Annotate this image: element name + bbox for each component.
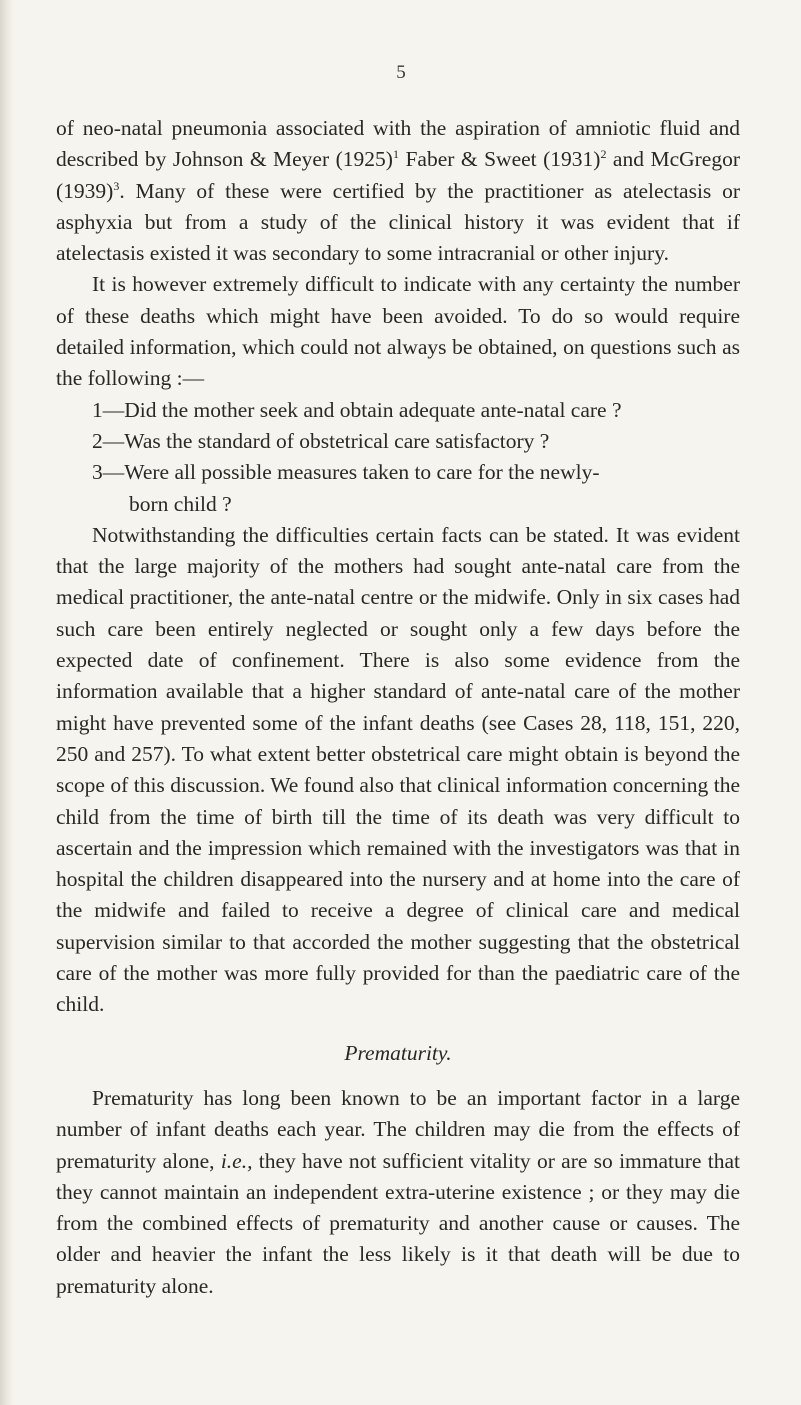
section-heading: Prematurity. [344,1040,452,1065]
citation-superscript: 2 [600,147,607,162]
paragraph-text: they have not sufficient vitality or are so immature that they cannot maintain an independent extra-uterine existence ; or they may die from the combined effects of prematurity and another cause or causes. The older and heavier the infant the less likely is it that death will be due to prematurity alone. [56,1148,740,1298]
paragraph: Notwithstanding the difficulties certain facts can be stated. It was evident that the large majority of the mothers had sought ante-natal care from the medical practitioner, the ante-natal centre or the midwife. Only in six cases had such care been entirely neglected or sought only a few days before the expected date of confinement. There is also some evidence from the information available that a higher standard of ante-natal care of the mother might have prevented some of the infant deaths (see Cases 28, 118, 151, 220, 250 and 257). To what extent better obstetrical care might obtain is beyond the scope of this discussion. We found also that clinical information concerning the child from the time of birth till the time of its death was very difficult to ascertain and the impression which remained with the investigators was that in hospital the children disappeared into the nursery and at home into the care of the midwife and failed to receive a degree of clinical care and medical supervision similar to that accorded the mother suggesting that the obstetrical care of the mother was more fully provided for than the paediatric care of the child. [56,522,740,1017]
page-body [56,113,740,1302]
abbreviation-ie: i.e., [220,1148,253,1173]
question-text: 3—Were all possible measures taken to care for the newly- [92,460,600,485]
citation-superscript: 3 [113,178,120,193]
paragraph-text: of neo-natal pneumonia associated with the aspiration of amniotic fluid and described by Johnson & Meyer (1925) [56,116,740,172]
paragraph-text: and McGregor (1939) [56,147,740,203]
paragraph: It is however extremely difficult to indicate with any certainty the number of these deaths which might have been avoided. To do so would require detailed information, which could not always be obtained, on questions such as the following :— [56,272,740,391]
page-number: 5 [396,62,406,83]
paragraph-text: Prematurity has long been known to be an important factor in a large number of infant deaths each year. The children may die from the effects of prematurity alone, [56,1085,740,1173]
paragraph-text: . Many of these were certified by the practitioner as atelectasis or asphyxia but from a study of the clinical history it was evident that if atelectasis existed it was secondary to some intracranial or other injury. [56,178,740,266]
page-edge-shadow [0,0,14,1405]
paragraph-continuation [56,113,740,269]
question-item: 1—Did the mother seek and obtain adequate ante-natal care ? [92,397,622,422]
question-item: 2—Was the standard of obstetrical care satisfactory ? [92,428,550,453]
paragraph-text: Faber & Sweet (1931) [398,147,601,172]
paragraph [56,1083,740,1302]
question-item [56,457,740,520]
citation-superscript: 1 [392,147,399,162]
question-continuation: born child ? [129,491,232,516]
